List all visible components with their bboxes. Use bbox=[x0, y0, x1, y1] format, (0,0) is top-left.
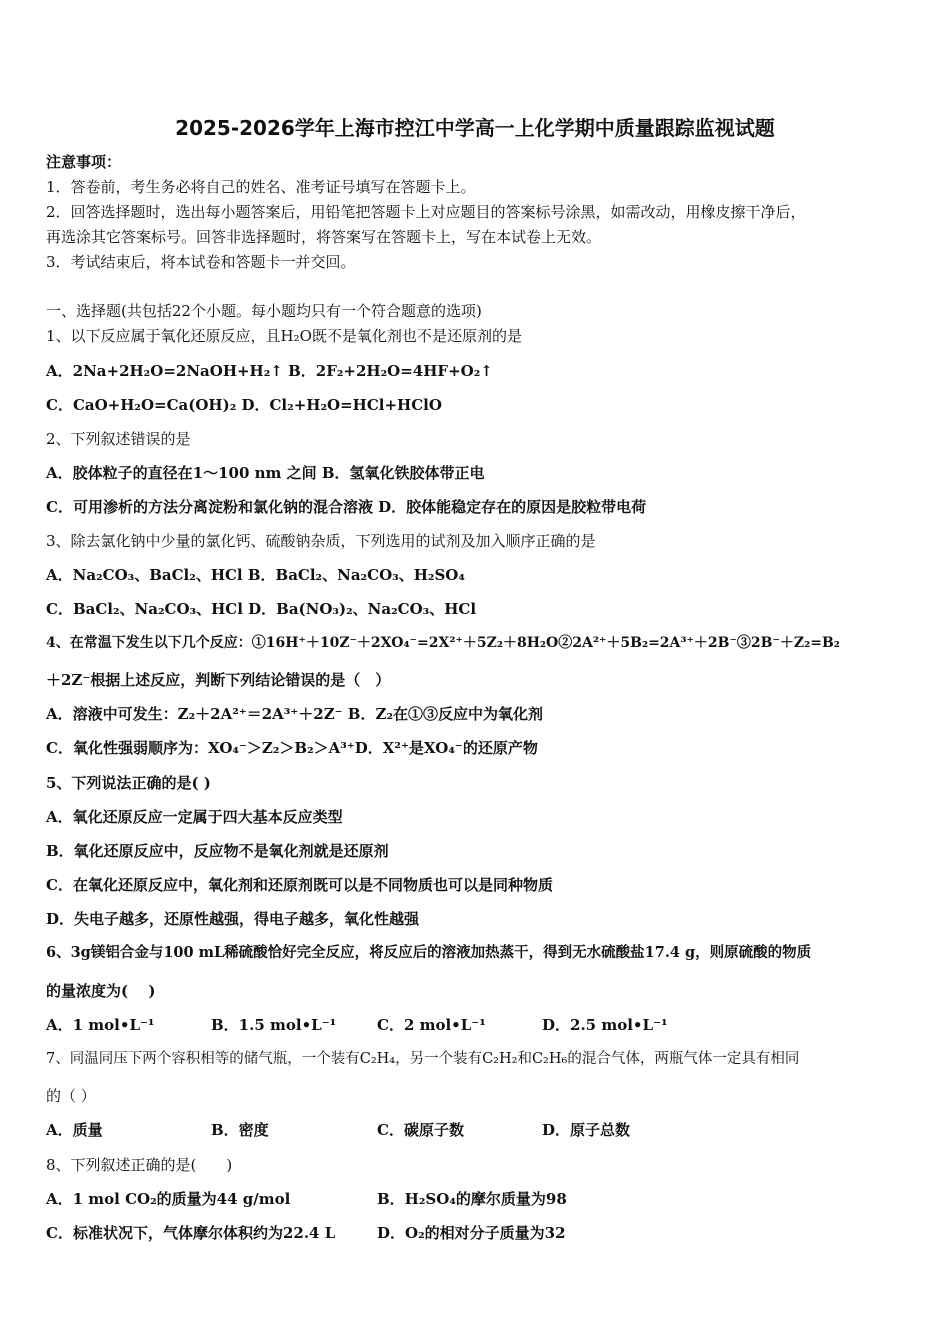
question-stem: 2、下列叙述错误的是 bbox=[46, 430, 191, 448]
option-d: D．2.5 mol•L⁻¹ bbox=[542, 1016, 668, 1034]
question-stem: 8、下列叙述正确的是( ) bbox=[46, 1156, 233, 1174]
question-stem-continued: ＋2Z⁻根据上述反应，判断下列结论错误的是（ ） bbox=[46, 671, 391, 689]
option-row: C．氧化性强弱顺序为：XO₄⁻＞Z₂＞B₂＞A³⁺D．X²⁺是XO₄⁻的还原产物 bbox=[46, 739, 538, 757]
page-title: 2025-2026学年上海市控江中学高一上化学期中质量跟踪监视试题 bbox=[175, 116, 775, 140]
option-c: C．2 mol•L⁻¹ bbox=[377, 1016, 486, 1034]
option-a: A．1 mol CO₂的质量为44 g/mol bbox=[46, 1190, 291, 1208]
option-d: D．原子总数 bbox=[542, 1121, 631, 1139]
question-stem: 7、同温同压下两个容积相等的储气瓶，一个装有C₂H₄，另一个装有C₂H₂和C₂H₆的混合气体，两瓶气体一定具有相同 bbox=[46, 1051, 800, 1067]
option-a: A．质量 bbox=[46, 1121, 103, 1139]
option-d: D．失电子越多，还原性越强，得电子越多，氧化性越强 bbox=[46, 910, 420, 928]
question-stem: 6、3g镁铝合金与100 mL稀硫酸恰好完全反应，将反应后的溶液加热蒸干，得到无水硫酸盐17.4 g，则原硫酸的物质 bbox=[46, 944, 812, 961]
option-b: B．H₂SO₄的摩尔质量为98 bbox=[377, 1190, 567, 1208]
option-b: B．密度 bbox=[211, 1121, 269, 1139]
notice-item: 再选涂其它答案标号。回答非选择题时，将答案写在答题卡上，写在本试卷上无效。 bbox=[46, 228, 602, 246]
notice-heading: 注意事项： bbox=[46, 153, 122, 171]
option-a: A．1 mol•L⁻¹ bbox=[46, 1016, 155, 1034]
question-stem-continued: 的（ ） bbox=[46, 1087, 96, 1105]
notice-item: 3．考试结束后，将本试卷和答题卡一并交回。 bbox=[46, 253, 356, 271]
option-b: B．1.5 mol•L⁻¹ bbox=[211, 1016, 337, 1034]
option-a: A．氧化还原反应一定属于四大基本反应类型 bbox=[46, 808, 343, 826]
option-b: B．氧化还原反应中，反应物不是氧化剂就是还原剂 bbox=[46, 842, 389, 860]
option-row: C．可用渗析的方法分离淀粉和氯化钠的混合溶液 D．胶体能稳定存在的原因是胶粒带电荷 bbox=[46, 498, 647, 516]
option-row: C．CaO+H₂O=Ca(OH)₂ D．Cl₂+H₂O=HCl+HClO bbox=[46, 396, 442, 414]
option-c: C．碳原子数 bbox=[377, 1121, 464, 1139]
option-d: D．O₂的相对分子质量为32 bbox=[377, 1224, 566, 1242]
question-stem-continued: 的量浓度为( ) bbox=[46, 982, 156, 1000]
option-c: C．标准状况下，气体摩尔体积约为22.4 L bbox=[46, 1224, 336, 1242]
question-stem: 4、在常温下发生以下几个反应：①16H⁺＋10Z⁻＋2XO₄⁻=2X²⁺＋5Z₂＋8H₂O②2A²⁺＋5B₂=2A³⁺＋2B⁻③2B⁻＋Z₂=B₂ bbox=[46, 635, 840, 651]
option-c: C．在氧化还原反应中，氧化剂和还原剂既可以是不同物质也可以是同种物质 bbox=[46, 876, 553, 894]
notice-item: 2．回答选择题时，选出每小题答案后，用铅笔把答题卡上对应题目的答案标号涂黑，如需改动，用橡皮擦干净后， bbox=[46, 203, 806, 221]
option-row: C．BaCl₂、Na₂CO₃、HCl D．Ba(NO₃)₂、Na₂CO₃、HCl bbox=[46, 600, 477, 618]
option-row: A．溶液中可发生：Z₂＋2A²⁺＝2A³⁺＋2Z⁻ B．Z₂在①③反应中为氧化剂 bbox=[46, 705, 544, 723]
option-row: A．2Na+2H₂O=2NaOH+H₂↑ B．2F₂+2H₂O=4HF+O₂↑ bbox=[46, 362, 493, 380]
question-stem: 3、除去氯化钠中少量的氯化钙、硫酸钠杂质，下列选用的试剂及加入顺序正确的是 bbox=[46, 532, 596, 550]
notice-item: 1．答卷前，考生务必将自己的姓名、准考证号填写在答题卡上。 bbox=[46, 178, 476, 196]
option-row: A．胶体粒子的直径在1～100 nm 之间 B．氢氧化铁胶体带正电 bbox=[46, 464, 485, 482]
option-row: A．Na₂CO₃、BaCl₂、HCl B．BaCl₂、Na₂CO₃、H₂SO₄ bbox=[46, 566, 465, 584]
question-stem: 1、以下反应属于氧化还原反应，且H₂O既不是氧化剂也不是还原剂的是 bbox=[46, 327, 522, 345]
section-heading: 一、选择题(共包括22个小题。每小题均只有一个符合题意的选项) bbox=[46, 302, 482, 320]
question-stem: 5、下列说法正确的是( ) bbox=[46, 774, 211, 792]
